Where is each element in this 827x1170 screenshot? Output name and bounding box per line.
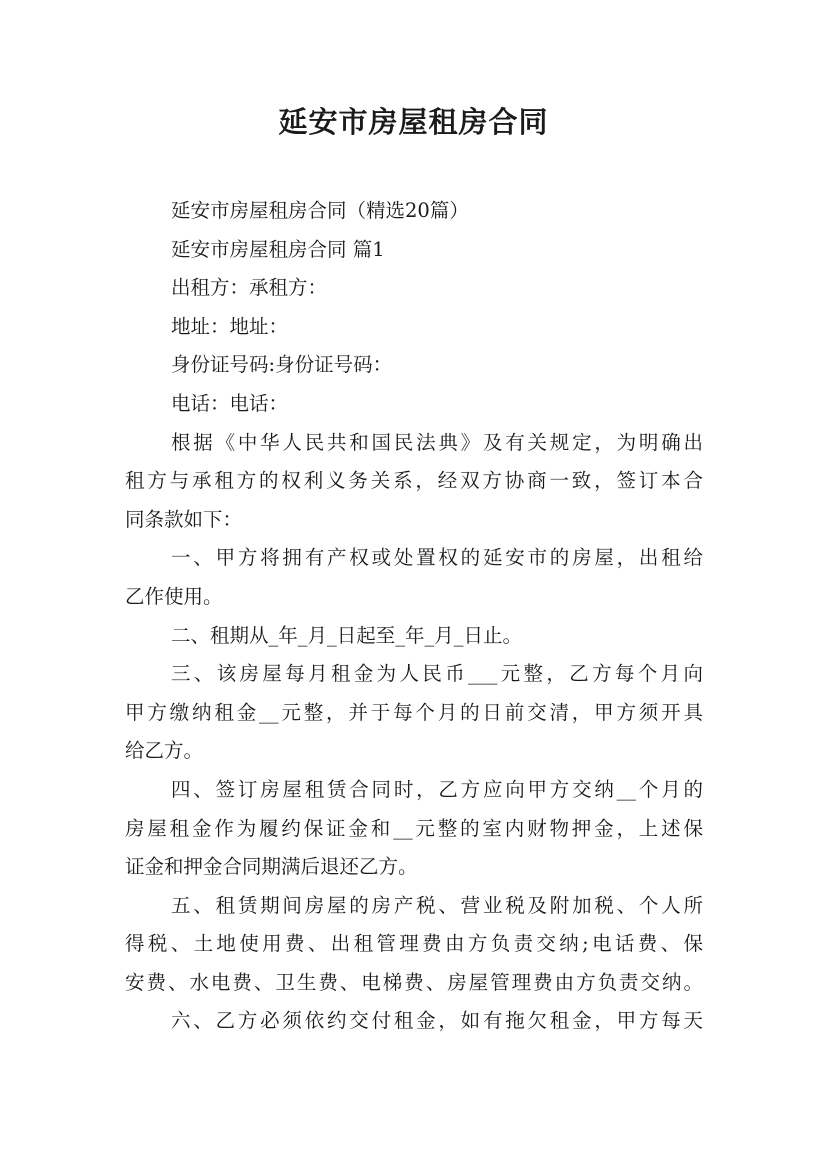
subtitle-line: 延安市房屋租房合同（精选20篇） [171,199,469,222]
clause-line: 二、租期从_年_月_日起至_年_月_日止。 [171,623,523,647]
paragraph-line: 根据《中华人民共和国民法典》及有关规定，为明确出 [171,430,703,454]
document-body [125,192,703,1041]
clause-line: 乙作使用。 [125,584,223,608]
document-title: 延安市房屋租房合同 [278,105,549,139]
phone-line: 电话：电话： [171,391,289,415]
party-line: 出租方：承租方： [171,276,328,300]
id-number-line: 身份证号码:身份证号码： [171,353,393,377]
clause-line: 四、签订房屋租赁合同时，乙方应向甲方交纳__个月的 [171,777,703,801]
clause-line: 安费、水电费、卫生费、电梯费、房屋管理费由方负责交纳。 [125,970,703,994]
section-heading: 延安市房屋租房合同 篇1 [171,237,385,261]
clause-line: 给乙方。 [125,739,204,763]
paragraph-line: 租方与承租方的权利义务关系，经双方协商一致，签订本合 [125,469,703,493]
clause-line: 五、租赁期间房屋的房产税、营业税及附加税、个人所 [171,893,703,917]
paragraph-line: 同条款如下： [125,507,243,531]
clause-line: 一、甲方将拥有产权或处置权的延安市的房屋，出租给 [171,546,703,570]
clause-line: 三、该房屋每月租金为人民币___元整，乙方每个月向 [171,662,703,686]
clause-line: 六、乙方必须依约交付租金，如有拖欠租金，甲方每天 [171,1009,703,1033]
clause-line: 甲方缴纳租金__元整，并于每个月的日前交清，甲方须开具 [125,700,703,724]
clause-line: 证金和押金合同期满后退还乙方。 [125,855,418,879]
clause-line: 得税、土地使用费、出租管理费由方负责交纳;电话费、保 [125,932,703,956]
address-line: 地址：地址： [171,314,289,338]
clause-line: 房屋租金作为履约保证金和__元整的室内财物押金，上述保 [125,816,703,840]
